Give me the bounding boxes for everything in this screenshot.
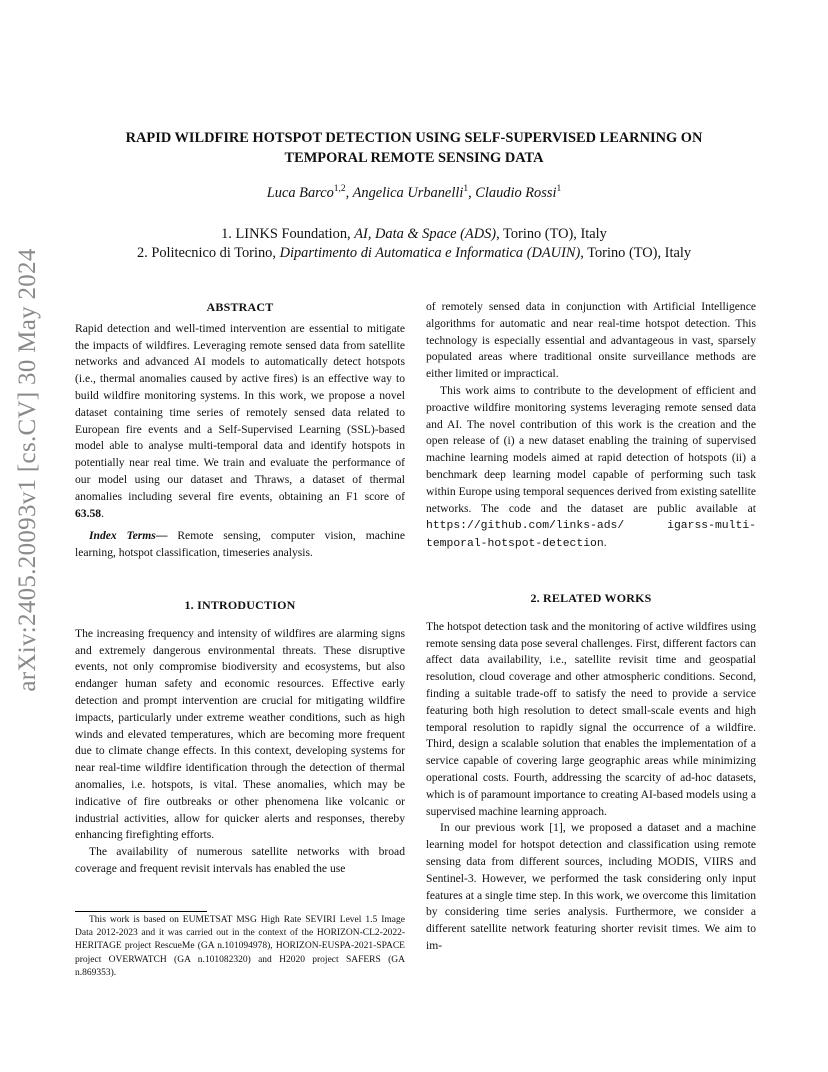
author-affiliation-mark: 1,2: [333, 184, 346, 194]
index-terms-dash: —: [155, 529, 178, 543]
related-paragraph-1: The hotspot detection task and the monitoring of active wildfires using remote sensing data pose several challenges. First, different factors can affect data availability, i.e., satellite revisit time and geospatial resolution, cloud coverage and other atmospheric conditions. Second, finding a suitable trade-off to satisfy the need to provide a service featuring both high resolution to detect small-scale events and high temporal resolution to rapidly signal the occurrence of a wildfire. Third, design a scalable solution that enables the implementation of a service capable of covering large geographic areas while minimizing operational costs. Fourth, addressing the scarcity of ad-hoc datasets, which is of paramount importance to creating AI-based models using a supervised machine learning approach.: [426, 619, 756, 818]
f1-score: 63.58: [75, 506, 102, 520]
intro-paragraph-3-end: .: [603, 536, 607, 550]
introduction-section: [75, 597, 405, 878]
repository-link-continued[interactable]: igarss-multi-temporal-hotspot-detection: [426, 520, 756, 551]
author-affiliation-mark: 1: [556, 184, 562, 194]
author-name: Angelica Urbanelli: [352, 184, 464, 201]
footnote: [75, 914, 405, 980]
intro-paragraph-2: The availability of numerous satellite networks with broad coverage and frequent revisit intervals has enabled the use: [75, 845, 405, 875]
abstract-section: [75, 299, 405, 562]
affiliation-text: , Torino (TO), Italy: [580, 245, 692, 261]
author-affiliation-mark: 1: [463, 184, 469, 194]
intro-continued: [426, 299, 756, 553]
intro-paragraph-2-continued: of remotely sensed data in conjunction with Artificial Intelligence algorithms for automatic and near real-time hotspot detection. This technology is especially essential and advantageous in vast, sparsely populated areas where traditional onsite surveillance methods are either limited or impractical.: [426, 300, 756, 381]
affiliation-text: , Torino (TO), Italy: [496, 226, 607, 242]
affiliation-2: [40, 245, 788, 262]
related-works-heading: 2. RELATED WORKS: [530, 591, 652, 605]
related-paragraph-2: In our previous work [1], we proposed a dataset and a machine learning model for hotspot detection and classification using remote sensing data from different sources, including MODIS, VIIRS and Sentinel-3. However, we performed the task considering only input features at a single time step. In this work, we overcome this limitation by considering time series analysis. Furthermore, we consider a different satellite network featuring shorter revisit times. We aim to im-: [426, 821, 756, 952]
index-terms-text: Remote sensing, computer vision, machine learning, hotspot classification, timeseries analysis.: [75, 529, 405, 560]
arxiv-identifier: arXiv:2405.20093v1 [cs.CV] 30 May 2024: [14, 248, 41, 692]
author-name: Luca Barco: [266, 184, 334, 201]
title-line-2: TEMPORAL REMOTE SENSING DATA: [284, 150, 544, 166]
affiliation-text: 1. LINKS Foundation,: [221, 226, 355, 242]
title-line-1: RAPID WILDFIRE HOTSPOT DETECTION USING SELF-SUPERVISED LEARNING ON: [125, 130, 703, 146]
affiliation-department: AI, Data & Space (ADS): [354, 226, 497, 242]
abstract-end: .: [101, 506, 104, 520]
introduction-heading: 1. INTRODUCTION: [184, 598, 296, 612]
repository-link[interactable]: https://github.com/links-ads/: [426, 520, 625, 533]
affiliation-department: Dipartimento di Automatica e Informatica (DAUIN): [279, 245, 581, 261]
intro-paragraph-1: The increasing frequency and intensity of wildfires are alarming signs and extremely dangerous environmental threats. These disruptive events, not only compromise biodiversity and ecosystems, but also endanger human safety and economic resources. Effective early detection and prompt intervention are crucial for mitigating wildfire impacts, particularly under extreme weather conditions, such as high winds and elevated temperatures, which are becoming more frequent due to climate change effects. In this context, developing systems for near real-time wildfire identification through the detection of thermal anomalies, i.e. hotspots, is vital. These anomalies, which may be indicative of fire outbreaks or other phenomena like volcanic or industrial activities, allow for quicker alerts and responses, thereby enhancing firefighting efforts.: [75, 626, 405, 842]
author-name: Claudio Rossi: [475, 184, 557, 201]
related-works-section: [426, 590, 756, 955]
author-list: Luca Barco$^{1,2}$, Angelica Urbanelli$^1$, Claudio Rossi$^1$: [266, 184, 562, 201]
paper-title: [60, 128, 768, 168]
abstract-text: [75, 321, 405, 523]
affiliation-1: [40, 226, 788, 243]
index-terms: [75, 528, 405, 562]
affiliation-text: 2. Politecnico di Torino,: [136, 245, 280, 261]
footnote-divider: [75, 911, 207, 912]
intro-paragraph-3-text: This work aims to contribute to the development of efficient and proactive wildfire monitoring systems leveraging remote sensed data and AI. The novel contribution of this work is the creation and the open release of (i) a new dataset enabling the training of supervised machine learning models aimed at rapid detection of hotspots (ii) a benchmark deep learning model capable of performing such task within Europe using temporal sequences derived from existing satellite networks. The code and the dataset are public available at: [426, 383, 756, 515]
index-terms-label: Index Terms: [89, 529, 156, 543]
abstract-body: Rapid detection and well-timed intervention are essential to mitigate the impacts of wildfires. Leveraging remote sensed data from satellite networks and advanced AI models to automatically detect hotspots (i.e., thermal anomalies caused by active fires) is an effective way to build wildfire monitoring systems. In this work, we propose a novel dataset containing time series of remotely sensed data related to European fire events and a Self-Supervised Learning (SSL)-based model able to analyse multi-temporal data and identify hotspots in potentially near real time. We train and evaluate the performance of our model using our dataset and Thraws, a dataset of thermal anomalies including several fire events, obtaining an F1 score of: [75, 321, 405, 503]
footnote-text: This work is based on EUMETSAT MSG High Rate SEVIRI Level 1.5 Image Data 2012-2023 and it was carried out in the context of the HORIZON-CL2-2022-HERITAGE project RescueMe (GA n.101094978), HORIZON-EUSPA-2021-SPACE project OVERWATCH (GA n.101082320) and H2020 project SAFERS (GA n.869353).: [75, 915, 405, 978]
abstract-heading: ABSTRACT: [206, 300, 274, 314]
intro-paragraph-3: [426, 383, 756, 553]
